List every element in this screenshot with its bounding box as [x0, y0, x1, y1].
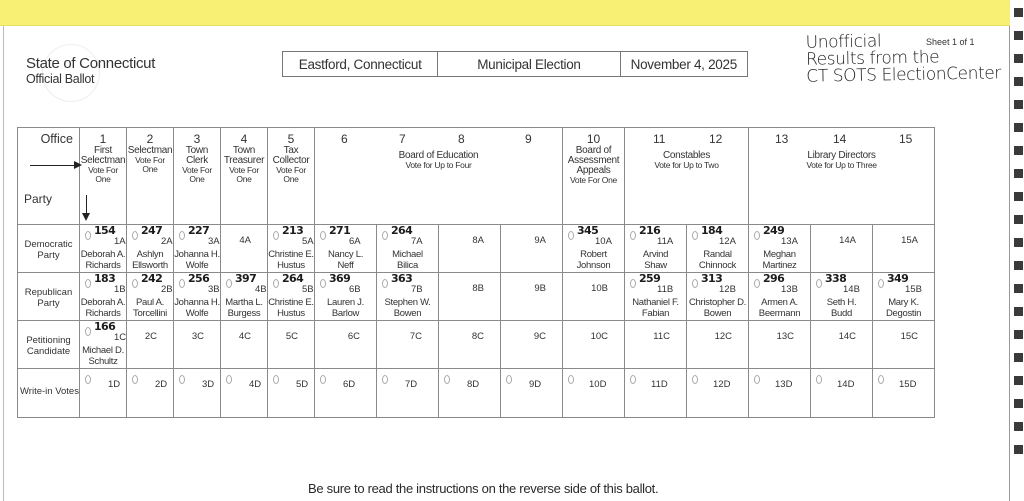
handwritten-vote-count: 184	[701, 224, 723, 237]
candidate-name: Ashlyn Ellsworth	[132, 249, 168, 271]
position-code: 4C	[238, 331, 251, 342]
vote-oval[interactable]	[692, 279, 698, 288]
office-party-key	[18, 128, 80, 225]
vote-oval[interactable]	[382, 231, 388, 240]
timing-marks	[1014, 8, 1024, 468]
candidate-name: Nathaniel F. Fabian	[632, 297, 679, 319]
ballot-position-1A[interactable]	[80, 225, 127, 273]
vote-oval[interactable]	[132, 279, 138, 288]
position-code: 13A	[781, 236, 798, 247]
position-code: 9B	[534, 283, 546, 294]
ballot-position-10D[interactable]	[563, 369, 625, 418]
ballot-position-6C	[315, 321, 377, 369]
candidate-name: Johanna H. Wolfe	[174, 297, 220, 319]
ballot-position-14C	[811, 321, 873, 369]
position-code: 7C	[409, 331, 422, 342]
handwritten-vote-count: 154	[94, 224, 116, 237]
vote-oval[interactable]	[568, 375, 574, 384]
ballot-position-6D[interactable]	[315, 369, 377, 418]
office-header-4: 4 Town Treasurer Vote For One	[221, 128, 268, 225]
position-code: 12C	[714, 331, 732, 342]
ballot-position-5B[interactable]	[268, 273, 315, 321]
vote-oval[interactable]	[382, 279, 388, 288]
candidate-name: Randal Chinnock	[698, 249, 737, 271]
ballot-position-15B[interactable]	[873, 273, 935, 321]
handwritten-vote-count: 259	[639, 272, 661, 285]
position-code: 5A	[302, 236, 314, 247]
position-code: 15D	[899, 379, 917, 390]
ballot-position-3D[interactable]	[174, 369, 221, 418]
vote-oval[interactable]	[273, 231, 279, 240]
handwritten-vote-count: 349	[887, 272, 909, 285]
handwritten-vote-count: 345	[577, 224, 599, 237]
vote-oval[interactable]	[85, 279, 91, 288]
ballot-position-2A[interactable]	[127, 225, 174, 273]
ballot-position-8A	[439, 225, 501, 273]
town-name: Eastford, Connecticut	[283, 52, 438, 76]
ballot-position-5D[interactable]	[268, 369, 315, 418]
ballot-position-12D[interactable]	[687, 369, 749, 418]
handwritten-vote-count: 369	[329, 272, 351, 285]
position-code: 5C	[285, 331, 298, 342]
handwritten-vote-count: 213	[282, 224, 304, 237]
position-code: 11A	[657, 236, 674, 247]
handwritten-vote-count: 271	[329, 224, 351, 237]
position-code: 4B	[255, 284, 267, 295]
position-code: 3D	[202, 379, 215, 390]
position-code: 3A	[208, 236, 220, 247]
position-code: 12A	[719, 236, 736, 247]
vote-oval[interactable]	[630, 279, 636, 288]
ballot-position-7D[interactable]	[377, 369, 439, 418]
position-code: 13C	[776, 331, 794, 342]
candidate-name: Paul A. Torcellini	[133, 297, 167, 319]
position-code: 2A	[161, 236, 173, 247]
vote-oval[interactable]	[273, 375, 279, 384]
candidate-name: Meghan Martinez	[762, 249, 797, 271]
position-code: 7A	[411, 236, 423, 247]
vote-oval[interactable]	[85, 327, 91, 336]
office-header-library-directors: 13 14 15 Library Directors Vote for Up to Three	[749, 128, 935, 225]
ballot-type: Official Ballot	[26, 72, 95, 86]
office-header-3: 3 Town Clerk Vote For One	[174, 128, 221, 225]
footer-instructions: Be sure to read the instructions on the reverse side of this ballot.	[308, 481, 659, 496]
office-header-board-of-education: 6 7 8 9 Board of Education Vote for Up to Four	[315, 128, 563, 225]
handwritten-vote-count: 216	[639, 224, 661, 237]
position-code: 8A	[472, 235, 484, 246]
position-code: 3B	[208, 284, 220, 295]
position-code: 9A	[534, 235, 546, 246]
candidate-name: Mary K. Degostin	[885, 297, 922, 319]
position-code: 12D	[713, 379, 731, 390]
party-row-democratic	[18, 225, 935, 273]
office-header-10: 10 Board of Assessment Appeals Vote For One	[563, 128, 625, 225]
state-title: State of Connecticut	[26, 55, 156, 72]
vote-oval[interactable]	[754, 231, 760, 240]
position-code: 1B	[114, 284, 126, 295]
position-code: 9C	[533, 331, 546, 342]
election-date: November 4, 2025	[630, 56, 737, 72]
ballot-position-5A[interactable]	[268, 225, 315, 273]
position-code: 10C	[590, 331, 608, 342]
party-label: Party	[24, 192, 53, 206]
candidate-name: Deborah A. Richards	[80, 297, 126, 319]
position-code: 13B	[781, 284, 798, 295]
handwritten-vote-count: 247	[141, 224, 163, 237]
position-code: 7B	[411, 284, 423, 295]
position-code: 13D	[775, 379, 793, 390]
position-code: 15A	[901, 235, 919, 246]
handwritten-vote-count: 249	[763, 224, 785, 237]
ballot-position-13A[interactable]	[749, 225, 811, 273]
ballot-position-11A[interactable]	[625, 225, 687, 273]
handwritten-line-3: CT SOTS ElectionCenter	[806, 63, 1002, 87]
position-code: 10B	[591, 283, 608, 294]
party-row-petitioning	[18, 321, 935, 369]
candidate-name: Robert Johnson	[576, 249, 611, 271]
sheet-number: Sheet 1 of 1	[926, 37, 975, 47]
ballot-position-14D[interactable]	[811, 369, 873, 418]
handwritten-vote-count: 166	[94, 320, 116, 333]
vote-oval[interactable]	[878, 279, 884, 288]
ballot-position-15A	[873, 225, 935, 273]
candidate-name: Deborah A. Richards	[80, 249, 126, 271]
ballot-position-14A	[811, 225, 873, 273]
position-code: 14A	[839, 235, 856, 246]
vote-oval[interactable]	[179, 375, 185, 384]
vote-oval[interactable]	[630, 375, 636, 384]
candidate-name: Christopher D. Bowen	[688, 297, 747, 319]
position-code: 6D	[343, 379, 356, 390]
position-code: 15B	[905, 284, 922, 295]
ballot-position-9C	[501, 321, 563, 369]
ballot-position-3B[interactable]	[174, 273, 221, 321]
position-code: 4D	[249, 379, 262, 390]
position-code: 1D	[108, 379, 121, 390]
position-code: 15C	[900, 331, 919, 342]
ballot-position-1C[interactable]	[80, 321, 127, 369]
handwritten-line-2: Results from the	[805, 47, 940, 70]
candidate-name: Nancy L. Neff	[327, 249, 364, 271]
office-header-constables: 11 12 Constables Vote for Up to Two	[625, 128, 749, 225]
ballot-position-12A[interactable]	[687, 225, 749, 273]
position-code: 9D	[529, 379, 542, 390]
position-code: 4A	[239, 235, 251, 246]
vote-oval[interactable]	[320, 375, 326, 384]
ballot-position-12C	[687, 321, 749, 369]
position-code: 11D	[651, 379, 668, 390]
position-code: 10D	[589, 379, 607, 390]
position-code: 11B	[657, 284, 674, 295]
vote-oval[interactable]	[85, 375, 91, 384]
ballot-position-10A[interactable]	[563, 225, 625, 273]
vote-oval[interactable]	[878, 375, 884, 384]
ballot-position-11B[interactable]	[625, 273, 687, 321]
arrow-right-icon	[30, 165, 80, 166]
candidate-name: Armen A. Beermann	[758, 297, 801, 319]
party-row-republican	[18, 273, 935, 321]
position-code: 8D	[467, 379, 480, 390]
vote-oval[interactable]	[568, 231, 574, 240]
ballot-position-4B[interactable]	[221, 273, 268, 321]
ballot-position-9A	[501, 225, 563, 273]
position-code: 14C	[838, 331, 856, 342]
position-code: 14D	[837, 379, 855, 390]
vote-oval[interactable]	[273, 279, 279, 288]
office-header-5: 5 Tax Collector Vote For One	[268, 128, 315, 225]
candidate-name: Michael D. Schultz	[82, 345, 124, 367]
election-info-box	[282, 51, 748, 77]
position-code: 8C	[471, 331, 484, 342]
vote-oval[interactable]	[132, 231, 138, 240]
candidate-name: Christine E. Hustus	[268, 249, 314, 271]
office-header-1: 1 First Selectman Vote For One	[80, 128, 127, 225]
position-code: 2D	[155, 379, 168, 390]
handwritten-line-1: Unofficial	[805, 31, 882, 53]
ballot-position-8B	[439, 273, 501, 321]
handwritten-vote-count: 397	[235, 272, 257, 285]
office-header-row	[18, 128, 935, 225]
ballot-position-7B[interactable]	[377, 273, 439, 321]
ballot-position-4D[interactable]	[221, 369, 268, 418]
vote-oval[interactable]	[506, 375, 512, 384]
candidate-name: Lauren J. Barlow	[327, 297, 364, 319]
ballot-position-8D[interactable]	[439, 369, 501, 418]
ballot-position-8C	[439, 321, 501, 369]
ballot-position-10C	[563, 321, 625, 369]
ballot-position-9B	[501, 273, 563, 321]
ballot-position-6B[interactable]	[315, 273, 377, 321]
vote-oval[interactable]	[816, 279, 822, 288]
candidate-name: Michael Bilica	[392, 249, 423, 271]
candidate-name: Stephen W. Bowen	[384, 297, 431, 319]
handwritten-vote-count: 183	[94, 272, 116, 285]
position-code: 3C	[191, 331, 204, 342]
vote-oval[interactable]	[85, 231, 91, 240]
vote-oval[interactable]	[226, 279, 232, 288]
vote-oval[interactable]	[320, 231, 326, 240]
candidate-name: Christine E. Hustus	[268, 297, 314, 319]
ballot-position-3A[interactable]	[174, 225, 221, 273]
ballot-table	[17, 127, 935, 418]
ballot-position-1D[interactable]	[80, 369, 127, 418]
vote-oval[interactable]	[132, 375, 138, 384]
handwritten-vote-count: 338	[825, 272, 847, 285]
row-label: Write-in Votes	[18, 369, 80, 418]
row-label: Democratic Party	[18, 225, 80, 273]
position-code: 2C	[144, 331, 157, 342]
position-code: 6A	[349, 236, 361, 247]
ballot-position-13C	[749, 321, 811, 369]
handwritten-vote-count: 313	[701, 272, 723, 285]
vote-oval[interactable]	[320, 279, 326, 288]
ballot-position-11C	[625, 321, 687, 369]
handwritten-vote-count: 264	[282, 272, 304, 285]
position-code: 5B	[302, 284, 314, 295]
position-code: 7D	[405, 379, 418, 390]
ballot-position-10B	[563, 273, 625, 321]
handwritten-vote-count: 256	[188, 272, 210, 285]
handwritten-vote-count: 363	[391, 272, 413, 285]
ballot-position-12B[interactable]	[687, 273, 749, 321]
ballot-position-3C	[174, 321, 221, 369]
election-name: Municipal Election	[438, 52, 620, 76]
position-code: 8B	[472, 283, 484, 294]
candidate-name: Seth H. Budd	[826, 297, 857, 319]
candidate-name: Arvind Shaw	[642, 249, 669, 271]
ballot-position-4A	[221, 225, 268, 273]
vote-oval[interactable]	[630, 231, 636, 240]
vote-oval[interactable]	[226, 375, 232, 384]
ballot-position-7A[interactable]	[377, 225, 439, 273]
ballot-position-2C	[127, 321, 174, 369]
handwritten-vote-count: 227	[188, 224, 210, 237]
vote-oval[interactable]	[692, 231, 698, 240]
vote-oval[interactable]	[179, 231, 185, 240]
handwritten-vote-count: 242	[141, 272, 163, 285]
ballot-position-11D[interactable]	[625, 369, 687, 418]
row-label: Petitioning Candidate	[18, 321, 80, 369]
ballot-position-5C	[268, 321, 315, 369]
position-code: 10A	[595, 236, 612, 247]
vote-oval[interactable]	[754, 279, 760, 288]
ballot-position-15D[interactable]	[873, 369, 935, 418]
handwritten-vote-count: 296	[763, 272, 785, 285]
vote-oval[interactable]	[816, 375, 822, 384]
vote-oval[interactable]	[382, 375, 388, 384]
position-code: 5D	[296, 379, 309, 390]
ballot-position-13B[interactable]	[749, 273, 811, 321]
ballot-position-6A[interactable]	[315, 225, 377, 273]
ballot-position-13D[interactable]	[749, 369, 811, 418]
ballot-position-9D[interactable]	[501, 369, 563, 418]
ballot-position-4C	[221, 321, 268, 369]
position-code: 1C	[114, 332, 127, 343]
party-row-write-in	[18, 369, 935, 418]
vote-oval[interactable]	[179, 279, 185, 288]
position-code: 6C	[347, 331, 360, 342]
ballot-position-2D[interactable]	[127, 369, 174, 418]
ballot-position-7C	[377, 321, 439, 369]
position-code: 1A	[114, 236, 126, 247]
office-header-2: 2 Selectman Vote For One	[127, 128, 174, 225]
row-label: Republican Party	[18, 273, 80, 321]
position-code: 14B	[843, 284, 860, 295]
position-code: 12B	[719, 284, 736, 295]
candidate-name: Johanna H. Wolfe	[174, 249, 220, 271]
position-code: 6B	[349, 284, 361, 295]
ballot-position-1B[interactable]	[80, 273, 127, 321]
ballot-position-2B[interactable]	[127, 273, 174, 321]
candidate-name: Martha L. Burgess	[225, 297, 263, 319]
ballot-position-14B[interactable]	[811, 273, 873, 321]
position-code: 11C	[653, 331, 670, 342]
office-label: Office	[40, 132, 73, 146]
handwritten-vote-count: 264	[391, 224, 413, 237]
vote-oval[interactable]	[692, 375, 698, 384]
position-code: 2B	[161, 284, 173, 295]
vote-oval[interactable]	[444, 375, 450, 384]
vote-oval[interactable]	[754, 375, 760, 384]
ballot-position-15C	[873, 321, 935, 369]
yellow-header-band	[0, 0, 1010, 26]
